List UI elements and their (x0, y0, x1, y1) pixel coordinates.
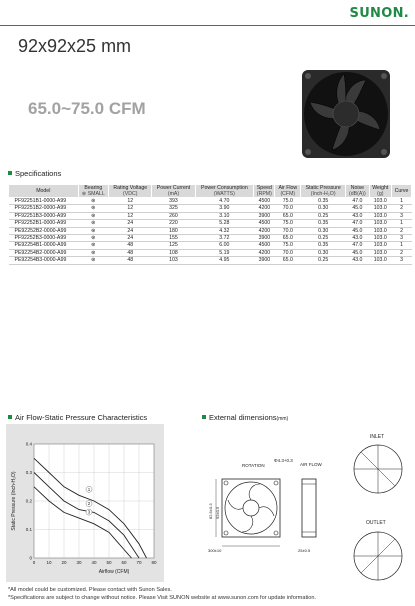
inlet-label: INLET (370, 434, 385, 440)
y-tick-label: 0.4 (25, 441, 32, 447)
model-cell: PF92251B2-0000-A99 (9, 205, 79, 212)
y-tick-label: 0.3 (25, 470, 32, 475)
x-tick-label: 60 (121, 560, 127, 565)
fan-image (300, 68, 392, 160)
series-label: 1 (87, 486, 91, 492)
spec-cell: 47.0 (346, 198, 369, 205)
spec-cell: 45.0 (346, 249, 369, 256)
spec-col-header (369, 185, 392, 198)
spec-cell: 3900 (254, 212, 275, 219)
x-tick-label: 0 (32, 560, 36, 565)
spec-cell: 12 (109, 205, 152, 212)
spec-cell: 48 (109, 249, 152, 256)
table-row (9, 212, 412, 219)
spec-cell: 43.0 (346, 257, 369, 264)
footnote-2: *Specifications are subject to change without notice. Please Visit SUNON website at www.sunon.com for update information. (8, 595, 317, 601)
x-tick-label: 50 (106, 560, 112, 565)
spec-cell: 47.0 (346, 220, 369, 227)
brand-logo: SUNON. (349, 6, 409, 21)
spec-cell: 24 (109, 235, 152, 242)
spec-col-header (152, 185, 195, 198)
spec-col-header (392, 185, 412, 198)
dimension-drawing (202, 424, 410, 582)
table-row (9, 257, 412, 264)
spec-cell: 0.25 (301, 235, 346, 242)
spec-col-unit: (WATTS) (213, 191, 235, 197)
spec-cell: 12 (109, 198, 152, 205)
spec-col-header (275, 185, 301, 198)
table-row (9, 205, 412, 212)
spec-cell: 1 (392, 198, 412, 205)
dim-wire: 300±10 (208, 548, 222, 553)
spec-col-label: Noise (350, 185, 364, 191)
spec-cell: 24 (109, 220, 152, 227)
spec-col-header (301, 185, 346, 198)
spec-col-unit: (dB(A)) (349, 191, 366, 197)
spec-cell: 103.0 (369, 205, 392, 212)
spec-cell: ⊛ (78, 227, 108, 234)
spec-cell: 220 (152, 220, 195, 227)
chart-panel (6, 424, 164, 582)
spec-cell: 45.0 (346, 227, 369, 234)
spec-cell: 3.72 (195, 235, 254, 242)
model-cell: PF92252B3-0000-A99 (9, 235, 79, 242)
model-cell: PF92251B1-0000-A99 (9, 198, 79, 205)
spec-cell: 65.0 (275, 212, 301, 219)
y-tick-label: 0.2 (25, 498, 32, 504)
dims-heading: External dimensions(mm) (202, 413, 288, 422)
x-tick-label: 20 (61, 560, 67, 565)
spec-col-label: Model (36, 188, 51, 194)
spec-cell: 65.0 (275, 257, 301, 264)
dim-82-5: 82.5±0.3 (208, 503, 213, 519)
spec-col-unit: (g) (377, 191, 384, 197)
model-cell: PF92251B3-0000-A99 (9, 212, 79, 219)
page-title: 92x92x25 mm (18, 36, 132, 56)
spec-cell: 45.0 (346, 205, 369, 212)
spec-cell: 4200 (254, 205, 275, 212)
spec-cell: 65.0 (275, 235, 301, 242)
spec-cell: 103.0 (369, 249, 392, 256)
y-tick-label: 0 (29, 555, 32, 561)
header-rule (0, 25, 415, 26)
spec-cell: 4.95 (195, 257, 254, 264)
spec-cell: 75.0 (275, 220, 301, 227)
table-row (9, 242, 412, 249)
spec-cell: 325 (152, 205, 195, 212)
spec-col-label: Rating Voltage (113, 185, 148, 191)
spec-cell: 70.0 (275, 249, 301, 256)
spec-col-label: Static Pressure (305, 185, 341, 191)
model-cell: PF92252B1-0000-A99 (9, 220, 79, 227)
spec-cell: 103.0 (369, 227, 392, 234)
spec-cell: ⊛ (78, 220, 108, 227)
spec-cell: 75.0 (275, 198, 301, 205)
table-row (9, 227, 412, 234)
spec-cell: 47.0 (346, 242, 369, 249)
footnote-1: *All model could be customized. Please contact with Sunon Sales. (8, 587, 172, 593)
table-row (9, 220, 412, 227)
spec-col-header (346, 185, 369, 198)
spec-cell: 5.28 (195, 220, 254, 227)
spec-cell: 125 (152, 242, 195, 249)
spec-cell: 2 (392, 205, 412, 212)
spec-cell: 43.0 (346, 212, 369, 219)
dim-25: 25±0.5 (298, 548, 311, 553)
series-label: 3 (87, 509, 91, 515)
spec-cell: 103.0 (369, 220, 392, 227)
pq-chart (6, 424, 164, 582)
spec-cell: 48 (109, 257, 152, 264)
table-row (9, 249, 412, 256)
spec-cell: 2 (392, 249, 412, 256)
spec-col-header (78, 185, 108, 198)
spec-cell: 75.0 (275, 242, 301, 249)
spec-cell: 0.25 (301, 257, 346, 264)
model-cell: PE92252B2-0000-A99 (9, 227, 79, 234)
spec-col-label: Air Flow (278, 185, 298, 191)
chart-heading: Air Flow-Static Pressure Characteristics (8, 413, 147, 422)
x-tick-label: 80 (151, 560, 157, 565)
spec-table (8, 184, 412, 265)
spec-cell: 393 (152, 198, 195, 205)
airflow-label: AIR FLOW (300, 462, 322, 467)
x-tick-label: 30 (76, 560, 82, 565)
spec-col-label: Power Current (156, 185, 191, 191)
spec-col-label: Speed (256, 185, 272, 191)
spec-cell: 103.0 (369, 257, 392, 264)
spec-cell: 0.25 (301, 212, 346, 219)
spec-col-unit: (VDC) (123, 191, 138, 197)
spec-cell: 5.19 (195, 249, 254, 256)
spec-cell: 0.35 (301, 220, 346, 227)
spec-col-unit: (mA) (167, 191, 180, 197)
specs-heading: Specifications (8, 169, 61, 178)
spec-cell: 12 (109, 212, 152, 219)
spec-cell: 4200 (254, 227, 275, 234)
spec-col-header (195, 185, 254, 198)
spec-col-unit: (RPM) (256, 191, 272, 197)
spec-cell: 3900 (254, 235, 275, 242)
spec-cell: ⊛ (78, 205, 108, 212)
spec-cell: 260 (152, 212, 195, 219)
spec-cell: 3 (392, 235, 412, 242)
spec-cell: 3.10 (195, 212, 254, 219)
spec-cell: ⊛ (78, 212, 108, 219)
spec-cell: 103.0 (369, 235, 392, 242)
spec-cell: 48 (109, 242, 152, 249)
spec-cell: 43.0 (346, 235, 369, 242)
spec-cell: 4500 (254, 242, 275, 249)
spec-col-label: Curve (394, 188, 409, 194)
spec-col-header (9, 185, 79, 198)
spec-cell: 4.32 (195, 227, 254, 234)
spec-col-unit: (CFM) (280, 191, 296, 197)
model-cell: PE92254B3-0000-A99 (9, 257, 79, 264)
screw-label: Φ4.3+0.3 (274, 458, 293, 463)
table-row (9, 235, 412, 242)
spec-col-label: Power Consumption (201, 185, 248, 191)
spec-cell: 4500 (254, 220, 275, 227)
bearing-note: ⊛ SMALL (81, 191, 105, 197)
model-cell: PE92254B2-0000-A99 (9, 249, 79, 256)
spec-col-label: Weight (372, 185, 389, 191)
spec-cell: ⊛ (78, 242, 108, 249)
spec-cell: 70.0 (275, 227, 301, 234)
spec-cell: 3900 (254, 257, 275, 264)
spec-cell: 103.0 (369, 242, 392, 249)
spec-cell: 0.30 (301, 227, 346, 234)
y-tick-label: 0.1 (25, 527, 32, 532)
spec-cell: ⊛ (78, 235, 108, 242)
airflow-range: 65.0~75.0 CFM (28, 99, 146, 118)
spec-cell: 1 (392, 220, 412, 227)
spec-cell: 108 (152, 249, 195, 256)
rotation-label: ROTATION (242, 463, 265, 468)
spec-col-header (254, 185, 275, 198)
spec-col-unit: (Inch-H₂O) (310, 191, 336, 197)
table-row (9, 198, 412, 205)
spec-cell: 0.30 (301, 205, 346, 212)
dim-92: 92±0.5 (215, 506, 220, 519)
spec-cell: ⊛ (78, 257, 108, 264)
spec-cell: 3 (392, 212, 412, 219)
outlet-label: OUTLET (366, 520, 386, 526)
y-axis-label: Static Pressure (Inch-H₂O) (11, 471, 17, 531)
spec-col-label: Bearing (84, 185, 103, 191)
spec-col-header (109, 185, 152, 198)
x-tick-label: 70 (136, 560, 142, 565)
spec-cell: 3.90 (195, 205, 254, 212)
spec-cell: 1 (392, 242, 412, 249)
x-tick-label: 40 (91, 560, 97, 565)
series-label: 2 (87, 501, 91, 507)
spec-cell: 2 (392, 227, 412, 234)
spec-cell: 180 (152, 227, 195, 234)
spec-cell: 4200 (254, 249, 275, 256)
spec-cell: ⊛ (78, 249, 108, 256)
spec-cell: 4500 (254, 198, 275, 205)
spec-cell: 0.35 (301, 242, 346, 249)
spec-cell: 6.00 (195, 242, 254, 249)
spec-cell: 0.30 (301, 249, 346, 256)
model-cell: PE92254B1-0000-A99 (9, 242, 79, 249)
x-axis-label: Airflow (CFM) (98, 569, 130, 575)
spec-cell: 155 (152, 235, 195, 242)
x-tick-label: 10 (46, 560, 52, 565)
spec-cell: ⊛ (78, 198, 108, 205)
spec-cell: 3 (392, 257, 412, 264)
spec-cell: 103 (152, 257, 195, 264)
spec-cell: 4.70 (195, 198, 254, 205)
spec-cell: 103.0 (369, 198, 392, 205)
spec-cell: 70.0 (275, 205, 301, 212)
spec-cell: 24 (109, 227, 152, 234)
spec-cell: 0.35 (301, 198, 346, 205)
spec-cell: 103.0 (369, 212, 392, 219)
